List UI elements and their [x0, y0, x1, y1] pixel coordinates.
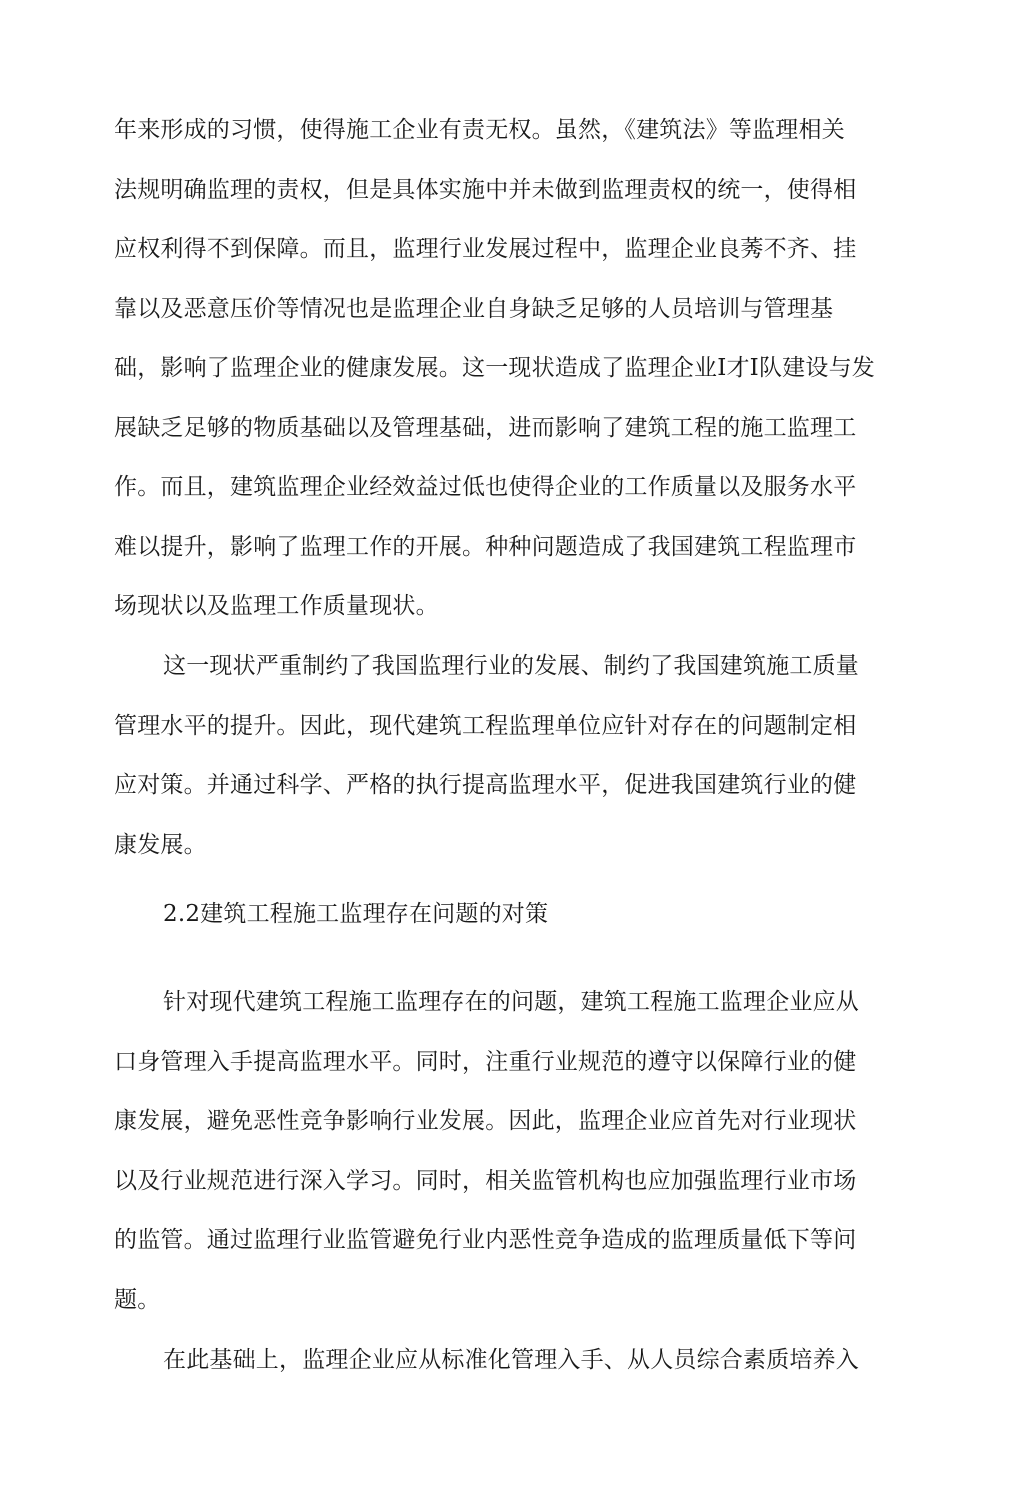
paragraph-line: 以及行业规范进行深入学习。同时，相关监管机构也应加强监理行业市场	[114, 1168, 857, 1194]
paragraph-line: 难以提升，影响了监理工作的开展。种种问题造成了我国建筑工程监理市	[114, 534, 857, 560]
paragraph-line: 场现状以及监理工作质量现状。	[114, 593, 439, 619]
paragraph-line: 针对现代建筑工程施工监理存在的问题，建筑工程施工监理企业应从	[163, 989, 859, 1015]
paragraph-line: 作。而且，建筑监理企业经效益过低也使得企业的工作质量以及服务水平	[114, 474, 857, 500]
paragraph-line: 管理水平的提升。因此，现代建筑工程监理单位应针对存在的问题制定相	[114, 713, 857, 739]
paragraph-line: 这一现状严重制约了我国监理行业的发展、制约了我国建筑施工质量	[163, 653, 859, 679]
paragraph-line: 础，影响了监理企业的健康发展。这一现状造成了监理企业I才I队建设与发	[114, 355, 875, 381]
paragraph-line: 的监管。通过监理行业监管避免行业内恶性竞争造成的监理质量低下等问	[114, 1227, 857, 1253]
paragraph-line: 年来形成的习惯，使得施工企业有责无权。虽然，《建筑法》等监理相关	[114, 117, 845, 143]
paragraph-line: 应对策。并通过科学、严格的执行提高监理水平，促进我国建筑行业的健	[114, 772, 857, 798]
paragraph-line: 康发展，避免恶性竞争影响行业发展。因此，监理企业应首先对行业现状	[114, 1108, 857, 1134]
paragraph-line: 题。	[114, 1287, 161, 1313]
paragraph-line: 在此基础上，监理企业应从标准化管理入手、从人员综合素质培养入	[163, 1347, 859, 1373]
paragraph-line: 展缺乏足够的物质基础以及管理基础，进而影响了建筑工程的施工监理工	[114, 415, 857, 441]
paragraph-line: 康发展。	[114, 832, 207, 858]
paragraph-line: 法规明确监理的责权，但是具体实施中并未做到监理责权的统一，使得相	[114, 177, 857, 203]
section-heading: 2.2建筑工程施工监理存在问题的对策	[163, 901, 549, 927]
paragraph-line: 应权利得不到保障。而且，监理行业发展过程中，监理企业良莠不齐、挂	[114, 236, 857, 262]
paragraph-line: 口身管理入手提高监理水平。同时，注重行业规范的遵守以保障行业的健	[114, 1049, 857, 1075]
paragraph-line: 靠以及恶意压价等情况也是监理企业自身缺乏足够的人员培训与管理基	[114, 296, 834, 322]
